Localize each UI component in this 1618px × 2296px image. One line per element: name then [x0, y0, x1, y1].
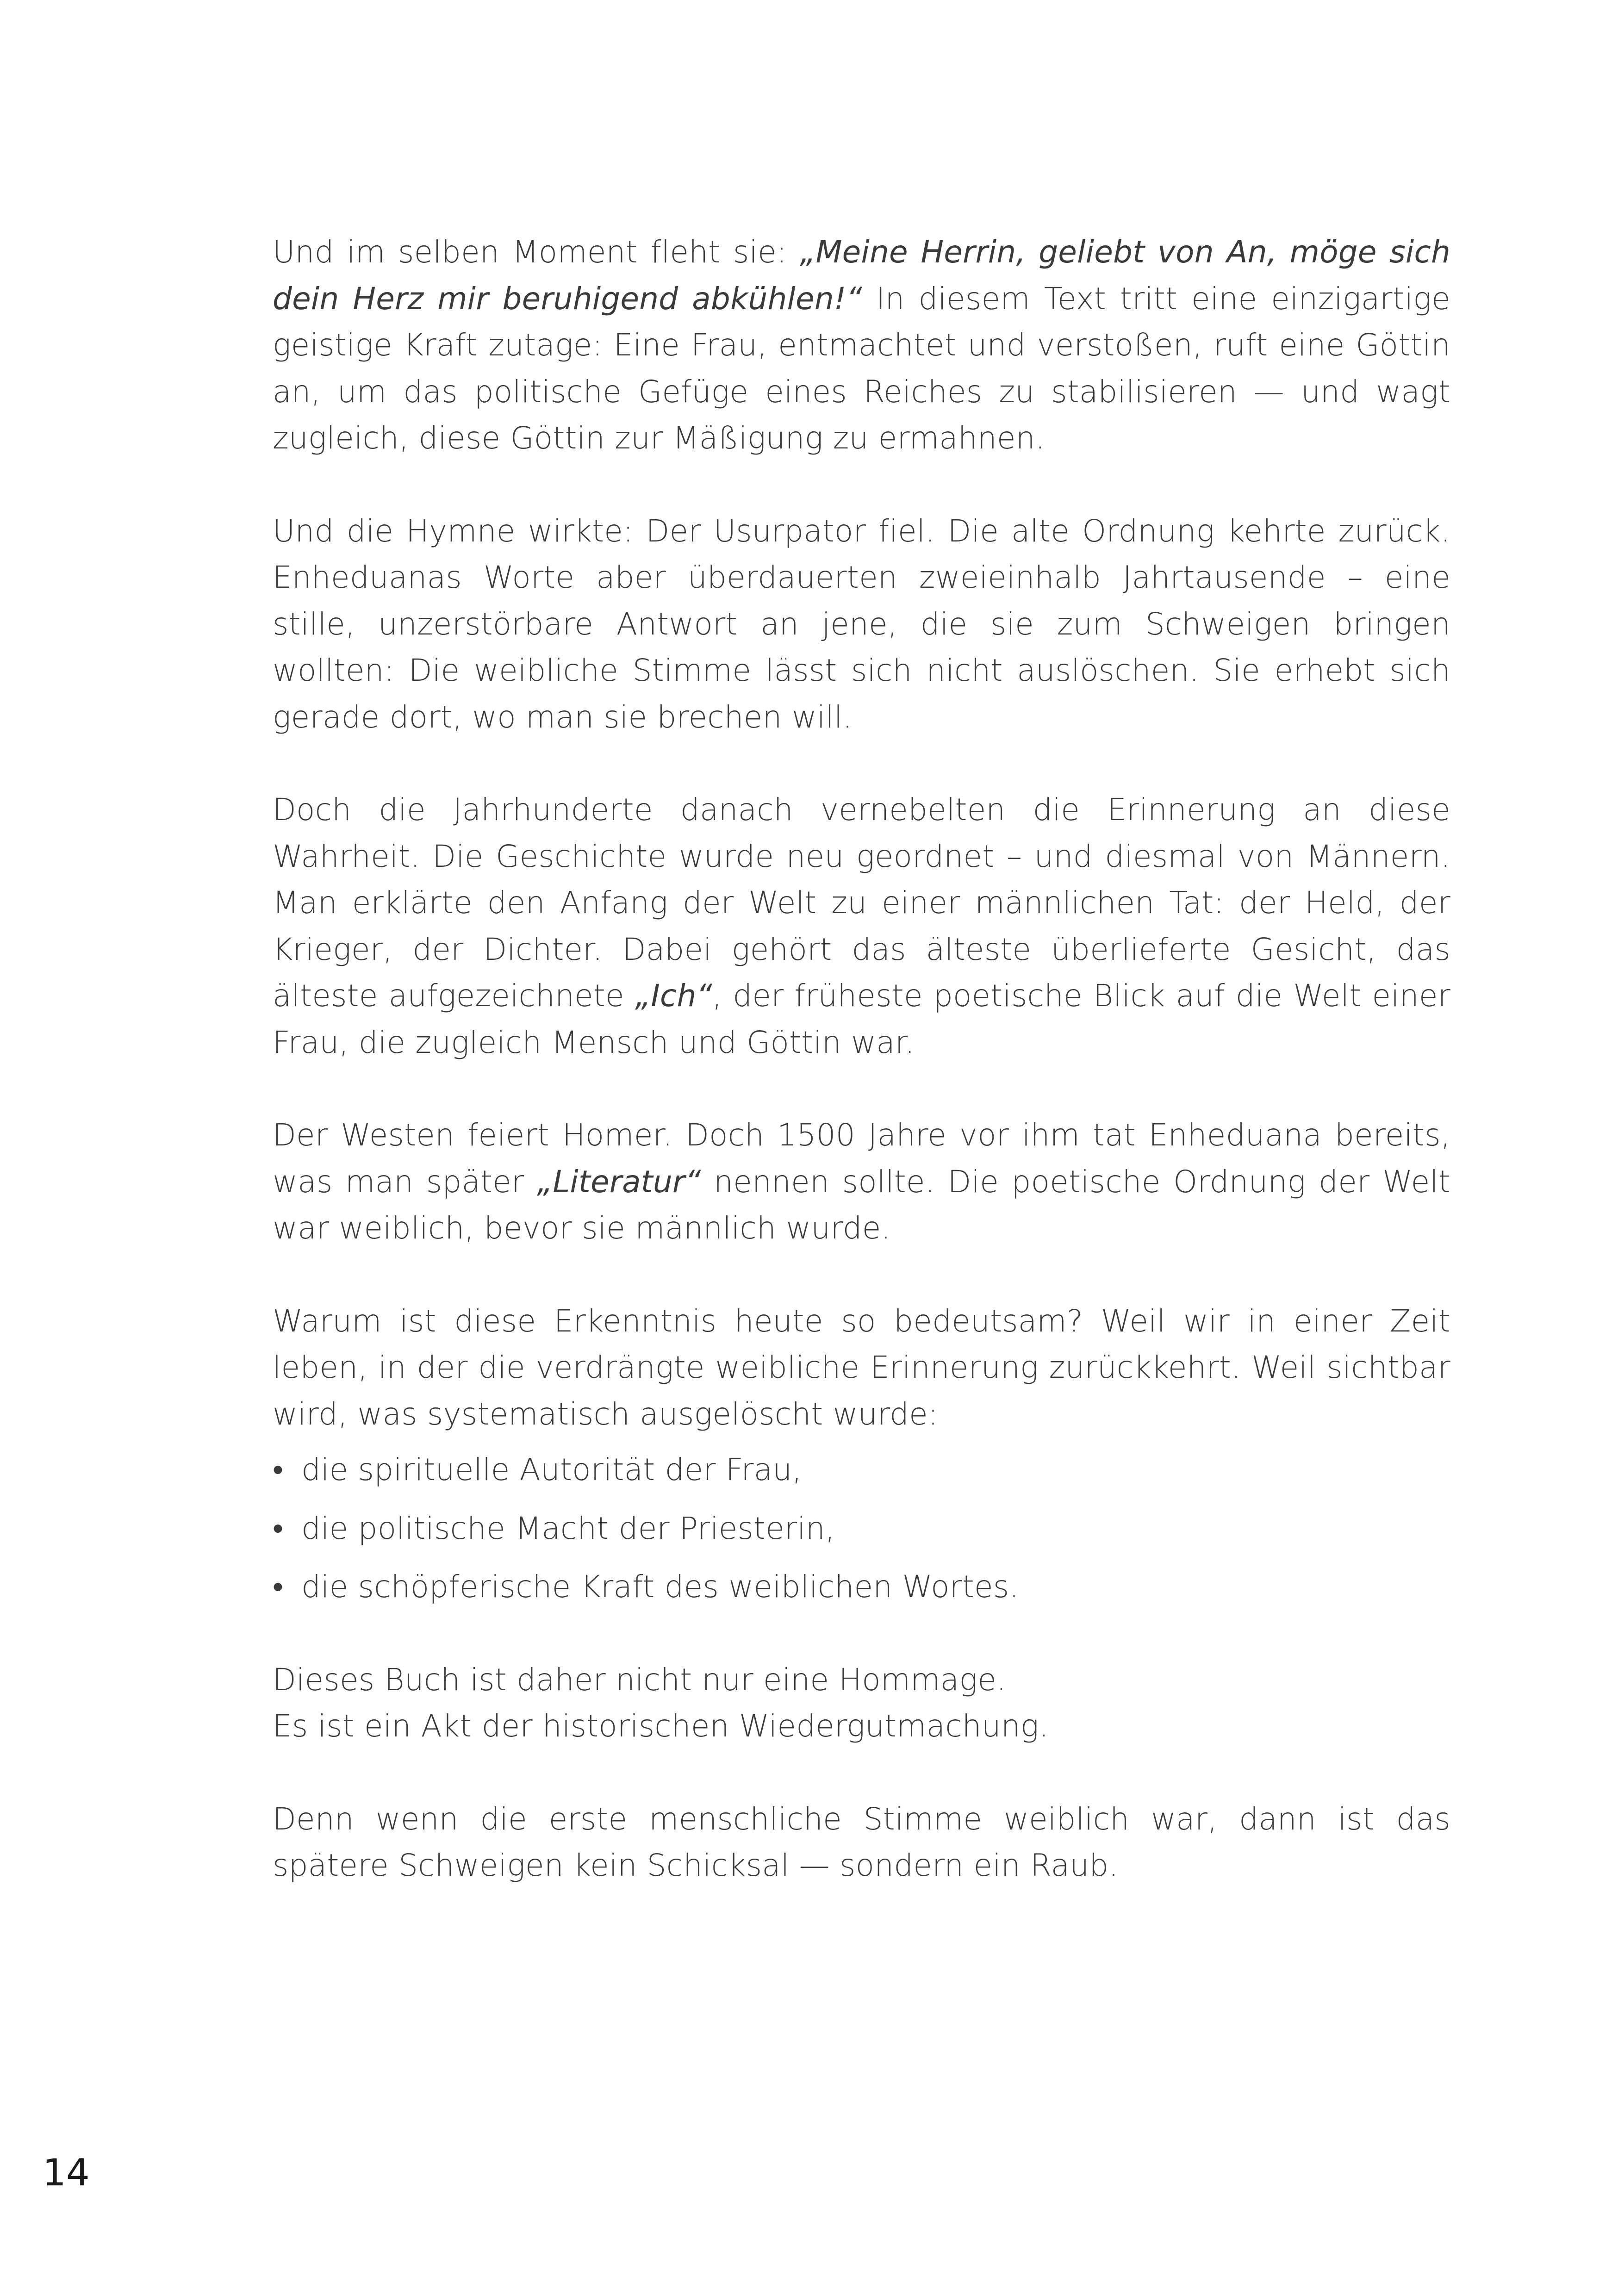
bullet-icon: •	[273, 1569, 284, 1605]
paragraph-3-lead: Doch die Jahrhunderte danach vernebelten die Erinnerung an diese Wahrheit. Die Geschichte wurde neu geordnet – und diesmal von Männern. Man erklärte den Anfang der Welt zu einer männlichen Tat: der Held, der Krieger, der Dichter. Dabei gehört das älteste überlieferte Gesicht, das älteste aufgezeichnete	[273, 792, 1450, 1014]
bullet-icon: •	[273, 1510, 284, 1546]
list-item	[273, 1506, 1450, 1552]
paragraph-1	[273, 229, 1450, 462]
paragraph-4	[273, 1112, 1450, 1252]
paragraph-6-line-2: Es ist ein Akt der historischen Wiedergutmachung.	[273, 1708, 1049, 1744]
paragraph-3	[273, 787, 1450, 1066]
bullet-icon: •	[273, 1452, 284, 1487]
paragraph-3-quote: „Ich“	[635, 978, 712, 1014]
paragraph-4-quote: „Literatur“	[537, 1164, 701, 1200]
list-item-text: die politische Macht der Priesterin,	[301, 1510, 835, 1546]
paragraph-1-quote: „Meine Herrin, geliebt von An, möge sich dein Herz mir beruhigend abkühlen!“	[273, 234, 1450, 317]
list-item	[273, 1564, 1450, 1611]
page-number: 14	[43, 2151, 90, 2194]
paragraph-2: Und die Hymne wirkte: Der Usurpator fiel. Die alte Ordnung kehrte zurück. Enheduanas Worte aber überdauerten zweieinhalb Jahrtausende – eine stille, unzerstörbare Antwort an jene, die sie zum Schweigen bringen wollten: Die weibliche Stimme lässt sich nicht auslöschen. Sie erhebt sich gerade dort, wo man sie brechen will.	[273, 513, 1450, 735]
paragraph-4-lead: Der Westen feiert Homer. Doch 1500 Jahre vor ihm tat Enheduana bereits, was man später	[273, 1117, 1450, 1200]
paragraph-7: Denn wenn die erste menschliche Stimme weiblich war, dann ist das spätere Schweigen kein Schicksal — sondern ein Raub.	[273, 1801, 1450, 1883]
list-item-text: die schöpferische Kraft des weiblichen Wortes.	[301, 1569, 1019, 1605]
paragraph-6	[273, 1657, 1450, 1750]
paragraph-3-rest: , der früheste poetische Blick auf die Welt einer Frau, die zugleich Mensch und Göttin war.	[273, 978, 1450, 1060]
bullet-list	[273, 1447, 1450, 1611]
paragraph-1-lead: Und im selben Moment fleht sie:	[273, 234, 800, 270]
paragraph-6-line-1: Dieses Buch ist daher nicht nur eine Hommage.	[273, 1661, 1007, 1698]
list-item-text: die spirituelle Autorität der Frau,	[301, 1452, 802, 1487]
paragraph-1-rest: In diesem Text tritt eine einzigartige geistige Kraft zutage: Eine Frau, entmachtet und verstoßen, ruft eine Göttin an, um das politische Gefüge eines Reiches zu stabilisieren — und wagt zugleich, diese Göttin zur Mäßigung zu ermahnen.	[273, 280, 1450, 456]
paragraph-5: Warum ist diese Erkenntnis heute so bedeutsam? Weil wir in einer Zeit leben, in der die verdrängte weibliche Erinnerung zurückkehrt. Weil sichtbar wird, was systematisch ausgelöscht wurde:	[273, 1303, 1450, 1432]
paragraph-4-rest: nennen sollte. Die poetische Ordnung der Welt war weiblich, bevor sie männlich wurde.	[273, 1164, 1450, 1246]
body-text	[273, 229, 1450, 1935]
list-item	[273, 1447, 1450, 1493]
